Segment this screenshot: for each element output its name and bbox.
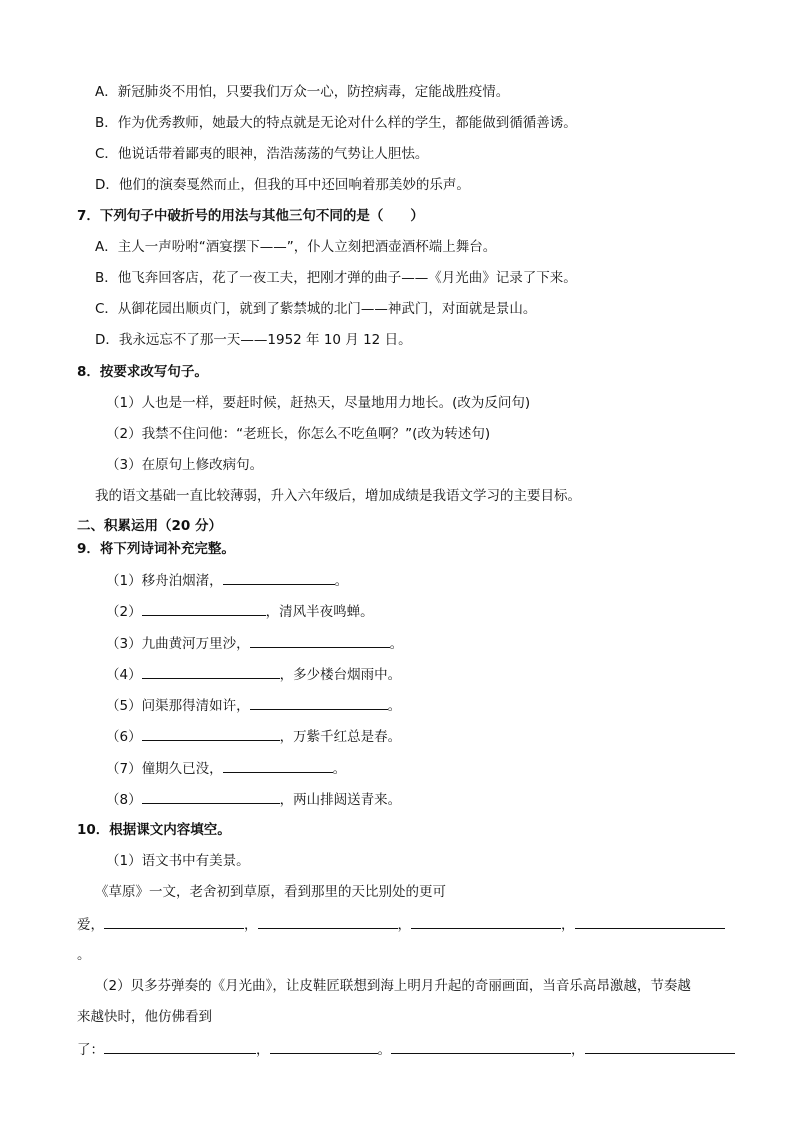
q7-option-a: A．主人一声吩咐“酒宴摆下——”，仆人立刻把酒壶酒杯端上舞台。 [95, 239, 497, 255]
answer-blank[interactable] [142, 664, 280, 679]
answer-blank[interactable] [250, 695, 388, 710]
q10-part-1-text: 《草原》一文，老舍初到草原，看到那里的天比别处的更可 [95, 884, 446, 900]
q9-stem: 9．将下列诗词补充完整。 [77, 541, 235, 557]
q9-item-5: （5）问渠那得清如许， 。 [106, 695, 401, 716]
q7-option-b: B．他飞奔回客店，花了一夜工夫，把刚才弹的曲子——《月光曲》记录了下来。 [95, 270, 577, 286]
q9-item-7: （7）僮期久已没， 。 [106, 758, 346, 779]
q6-option-c: C．他说话带着鄙夷的眼神，浩浩荡荡的气势让人胆怯。 [95, 146, 429, 162]
q10-part-2-text: （2）贝多芬弹奏的《月光曲》，让皮鞋匠联想到海上明月升起的奇丽画面，当音乐高昂激越，节奏越 [95, 978, 691, 994]
q10-part-2-text-cont: 来越快时，他仿佛看到 [77, 1009, 212, 1025]
q10-part-2-blanks: 了： ， 。 ， [77, 1039, 735, 1060]
answer-blank[interactable] [223, 758, 333, 773]
q6-option-d: D．他们的演奏戛然而止，但我的耳中还回响着那美妙的乐声。 [95, 177, 470, 193]
answer-blank[interactable] [142, 726, 280, 741]
q10-stem: 10．根据课文内容填空。 [77, 822, 231, 838]
q10-part-1-blanks: 爱， ， ， ， [77, 914, 725, 935]
answer-blank[interactable] [391, 1039, 571, 1054]
q9-item-8: （8） ，两山排闼送青来。 [106, 789, 401, 810]
q7-option-d: D．我永远忘不了那一天——1952 年 10 月 12 日。 [95, 332, 412, 348]
answer-blank[interactable] [411, 914, 561, 929]
answer-blank[interactable] [575, 914, 725, 929]
q8-sub-2: （2）我禁不住问他：“老班长，你怎么不吃鱼啊？”(改为转述句) [106, 426, 491, 442]
answer-blank[interactable] [223, 570, 335, 585]
q8-sub-3: （3）在原句上修改病句。 [106, 457, 264, 473]
q6-option-b: B．作为优秀教师，她最大的特点就是无论对什么样的学生，都能做到循循善诱。 [95, 115, 577, 131]
answer-blank[interactable] [142, 601, 266, 616]
section-heading: 二、积累运用（20 分） [77, 518, 222, 534]
q8-sub-1: （1）人也是一样，要赶时候，赶热天，尽量地用力地长。(改为反问句) [106, 395, 531, 411]
q9-item-1: （1）移舟泊烟渚， 。 [106, 570, 348, 591]
q7-option-c: C．从御花园出顺贞门，就到了紫禁城的北门——神武门，对面就是景山。 [95, 301, 537, 317]
q8-stem: 8．按要求改写句子。 [77, 364, 208, 380]
answer-blank[interactable] [258, 914, 398, 929]
q9-item-6: （6） ，万紫千红总是春。 [106, 726, 401, 747]
answer-blank[interactable] [104, 914, 244, 929]
q10-part-1-end: 。 [77, 947, 91, 963]
q9-item-3: （3）九曲黄河万里沙， 。 [106, 633, 403, 654]
q10-part-1: （1）语文书中有美景。 [106, 853, 250, 869]
q8-sub-3-sentence: 我的语文基础一直比较薄弱，升入六年级后，增加成绩是我语文学习的主要目标。 [95, 488, 581, 504]
answer-blank[interactable] [104, 1039, 256, 1054]
answer-blank[interactable] [142, 789, 280, 804]
q6-option-a: A．新冠肺炎不用怕，只要我们万众一心，防控病毒，定能战胜疫情。 [95, 84, 510, 100]
q9-item-2: （2） ，清风半夜鸣蝉。 [106, 601, 374, 622]
answer-blank[interactable] [250, 633, 390, 648]
q7-stem: 7．下列句子中破折号的用法与其他三句不同的是（ ） [77, 208, 424, 224]
answer-blank[interactable] [585, 1039, 735, 1054]
answer-blank[interactable] [270, 1039, 378, 1054]
q9-item-4: （4） ，多少楼台烟雨中。 [106, 664, 401, 685]
